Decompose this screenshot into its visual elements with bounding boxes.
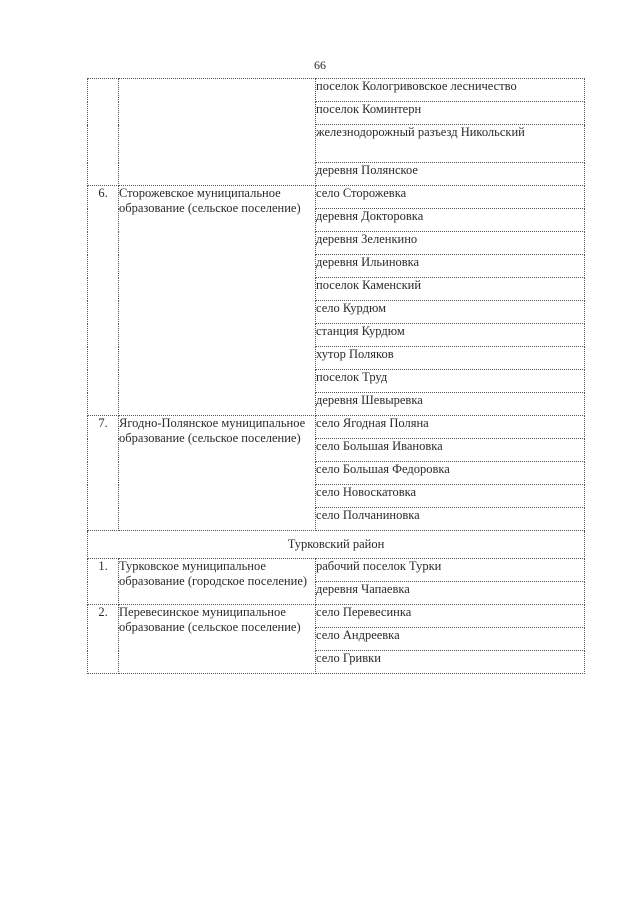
settlement-cell: село Гривки: [316, 651, 585, 674]
table-row: [88, 186, 585, 209]
settlement-cell: хутор Поляков: [316, 347, 585, 370]
row-number-cell: 6.: [88, 186, 119, 416]
settlement-cell: село Андреевка: [316, 628, 585, 651]
municipality-cell: Сторожевское муниципальное образование (сельское поселение): [119, 186, 316, 416]
municipality-cell: [119, 79, 316, 186]
table-body: [88, 79, 585, 674]
settlement-cell: деревня Полянское: [316, 163, 585, 186]
settlement-cell: село Большая Ивановка: [316, 439, 585, 462]
settlement-cell: деревня Докторовка: [316, 209, 585, 232]
row-number-cell: 2.: [88, 605, 119, 674]
row-number-cell: 1.: [88, 559, 119, 605]
settlement-cell: село Перевесинка: [316, 605, 585, 628]
table-row: [88, 605, 585, 628]
row-number-cell: [88, 79, 119, 186]
municipality-cell: Перевесинское муниципальное образование (сельское поселение): [119, 605, 316, 674]
municipality-cell: Ягодно-Полянское муниципальное образование (сельское поселение): [119, 416, 316, 531]
settlement-cell: село Сторожевка: [316, 186, 585, 209]
settlement-cell: село Ягодная Поляна: [316, 416, 585, 439]
settlement-cell: село Большая Федоровка: [316, 462, 585, 485]
settlement-cell: поселок Каменский: [316, 278, 585, 301]
district-row: [88, 531, 585, 559]
settlement-cell: деревня Ильиновка: [316, 255, 585, 278]
table-row: [88, 416, 585, 439]
settlement-cell: село Новоскатовка: [316, 485, 585, 508]
table-row: [88, 559, 585, 582]
settlement-cell: деревня Шевыревка: [316, 393, 585, 416]
settlement-cell: рабочий поселок Турки: [316, 559, 585, 582]
settlements-table: [87, 78, 585, 674]
settlement-cell: поселок Труд: [316, 370, 585, 393]
settlement-cell: деревня Зеленкино: [316, 232, 585, 255]
district-heading: Турковский район: [88, 531, 585, 559]
table-row: [88, 79, 585, 102]
settlement-cell: поселок Коминтерн: [316, 102, 585, 125]
municipality-cell: Турковское муниципальное образование (городское поселение): [119, 559, 316, 605]
page-number: 66: [314, 58, 326, 72]
settlement-cell: село Полчаниновка: [316, 508, 585, 531]
settlement-cell: станция Курдюм: [316, 324, 585, 347]
row-number-cell: 7.: [88, 416, 119, 531]
settlement-cell: деревня Чапаевка: [316, 582, 585, 605]
settlement-cell: поселок Кологривовское лесничество: [316, 79, 585, 102]
settlement-cell: железнодорожный разъезд Никольский: [316, 125, 585, 163]
settlement-cell: село Курдюм: [316, 301, 585, 324]
